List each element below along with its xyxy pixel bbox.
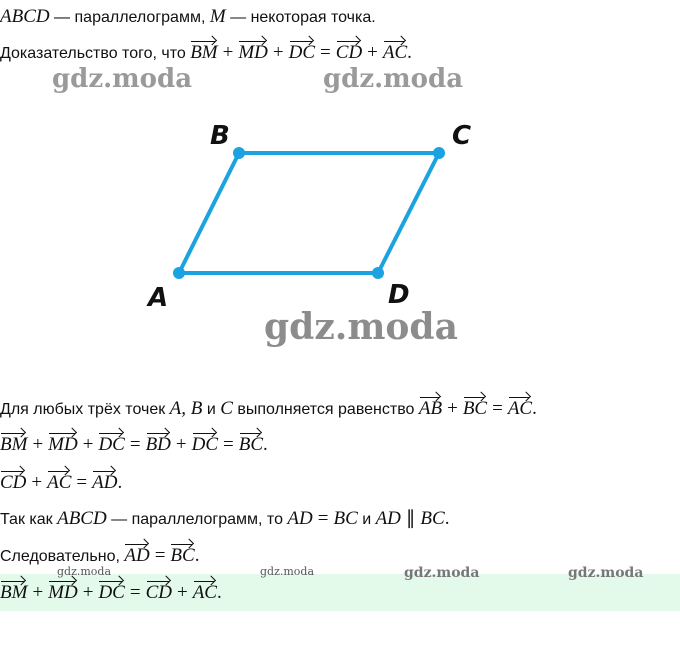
vector-md: MD bbox=[48, 434, 78, 455]
equation-2: CD + AC = AD. bbox=[0, 472, 123, 493]
vector-ac: AC bbox=[382, 42, 408, 63]
equation-1: BM + MD + DC = BD + DC = BC. bbox=[0, 434, 268, 455]
triangle-rule: Для любых трёх точек A, B и C выполняется равенство AB + BC = AC. bbox=[0, 398, 537, 419]
vector-ab: AB bbox=[418, 398, 443, 419]
text: — параллелограмм, то bbox=[106, 511, 288, 528]
label-c: C bbox=[452, 121, 472, 151]
vector-ad: AD bbox=[92, 472, 118, 493]
vector-dc: DC bbox=[191, 434, 219, 455]
point-c bbox=[433, 147, 445, 159]
vector-bc: BC bbox=[238, 434, 264, 455]
math-abcd: ABCD bbox=[0, 6, 50, 27]
label-a: A bbox=[148, 283, 169, 313]
vector-ad: AD bbox=[124, 545, 150, 566]
text: и bbox=[357, 511, 376, 528]
vector-bc: BC bbox=[462, 398, 488, 419]
vector-ac: AC bbox=[47, 472, 72, 493]
text: Так как bbox=[0, 511, 58, 528]
vector-dc: DC bbox=[288, 42, 316, 63]
watermark: gdz.moda bbox=[404, 565, 480, 581]
watermark: gdz.moda bbox=[568, 565, 644, 581]
vector-bm: BM bbox=[190, 42, 218, 63]
parallelogram-property: Так как ABCD — параллелограмм, то AD = BC и AD ∥ BC. bbox=[0, 508, 450, 529]
text: Доказательство того, что bbox=[0, 45, 191, 62]
text: — параллелограмм, bbox=[49, 9, 210, 26]
text: Следовательно, bbox=[0, 548, 125, 565]
watermark: gdz.moda bbox=[57, 565, 112, 578]
math-bc: BC bbox=[333, 508, 358, 529]
math-m: M bbox=[209, 6, 226, 27]
watermark: gdz.moda bbox=[264, 306, 458, 348]
label-b: B bbox=[210, 121, 230, 151]
text: выполняется равенство bbox=[232, 401, 419, 418]
vector-cd: CD bbox=[335, 42, 363, 63]
point-d bbox=[372, 267, 384, 279]
proof-goal: Доказательство того, что BM + MD + DC = CD + AC. bbox=[0, 42, 412, 63]
vector-bc: BC bbox=[170, 545, 195, 566]
vector-cd: CD bbox=[0, 472, 27, 493]
vector-ac: AC bbox=[507, 398, 533, 419]
point-a bbox=[173, 267, 185, 279]
math-b: B bbox=[190, 398, 203, 419]
math-abcd: ABCD bbox=[57, 508, 107, 529]
watermark: gdz.moda bbox=[52, 64, 193, 94]
math-bc: BC bbox=[420, 508, 445, 529]
watermark: gdz.moda bbox=[323, 64, 464, 94]
vector-bm: BM bbox=[0, 434, 28, 455]
vector-ac: AC bbox=[192, 582, 217, 603]
text: — некоторая точка. bbox=[225, 9, 376, 26]
vector-md: MD bbox=[48, 582, 78, 603]
parallelogram bbox=[179, 153, 439, 273]
math-ad: AD bbox=[375, 508, 401, 529]
vector-cd: CD bbox=[145, 582, 172, 603]
final-result: BM + MD + DC = CD + AC. bbox=[0, 582, 222, 603]
conclusion: Следовательно, AD = BC. bbox=[0, 545, 200, 566]
text: и bbox=[202, 401, 221, 418]
vector-dc: DC bbox=[98, 582, 125, 603]
text: Для любых трёх точек bbox=[0, 401, 170, 418]
vector-bm: BM bbox=[0, 582, 28, 603]
vector-md: MD bbox=[238, 42, 268, 63]
vector-bd: BD bbox=[145, 434, 171, 455]
vector-dc: DC bbox=[98, 434, 125, 455]
point-b bbox=[233, 147, 245, 159]
math-a: A bbox=[169, 398, 182, 419]
watermark: gdz.moda bbox=[260, 565, 315, 578]
math-ad: AD bbox=[287, 508, 313, 529]
label-d: D bbox=[388, 280, 410, 310]
math-c: C bbox=[220, 398, 233, 419]
